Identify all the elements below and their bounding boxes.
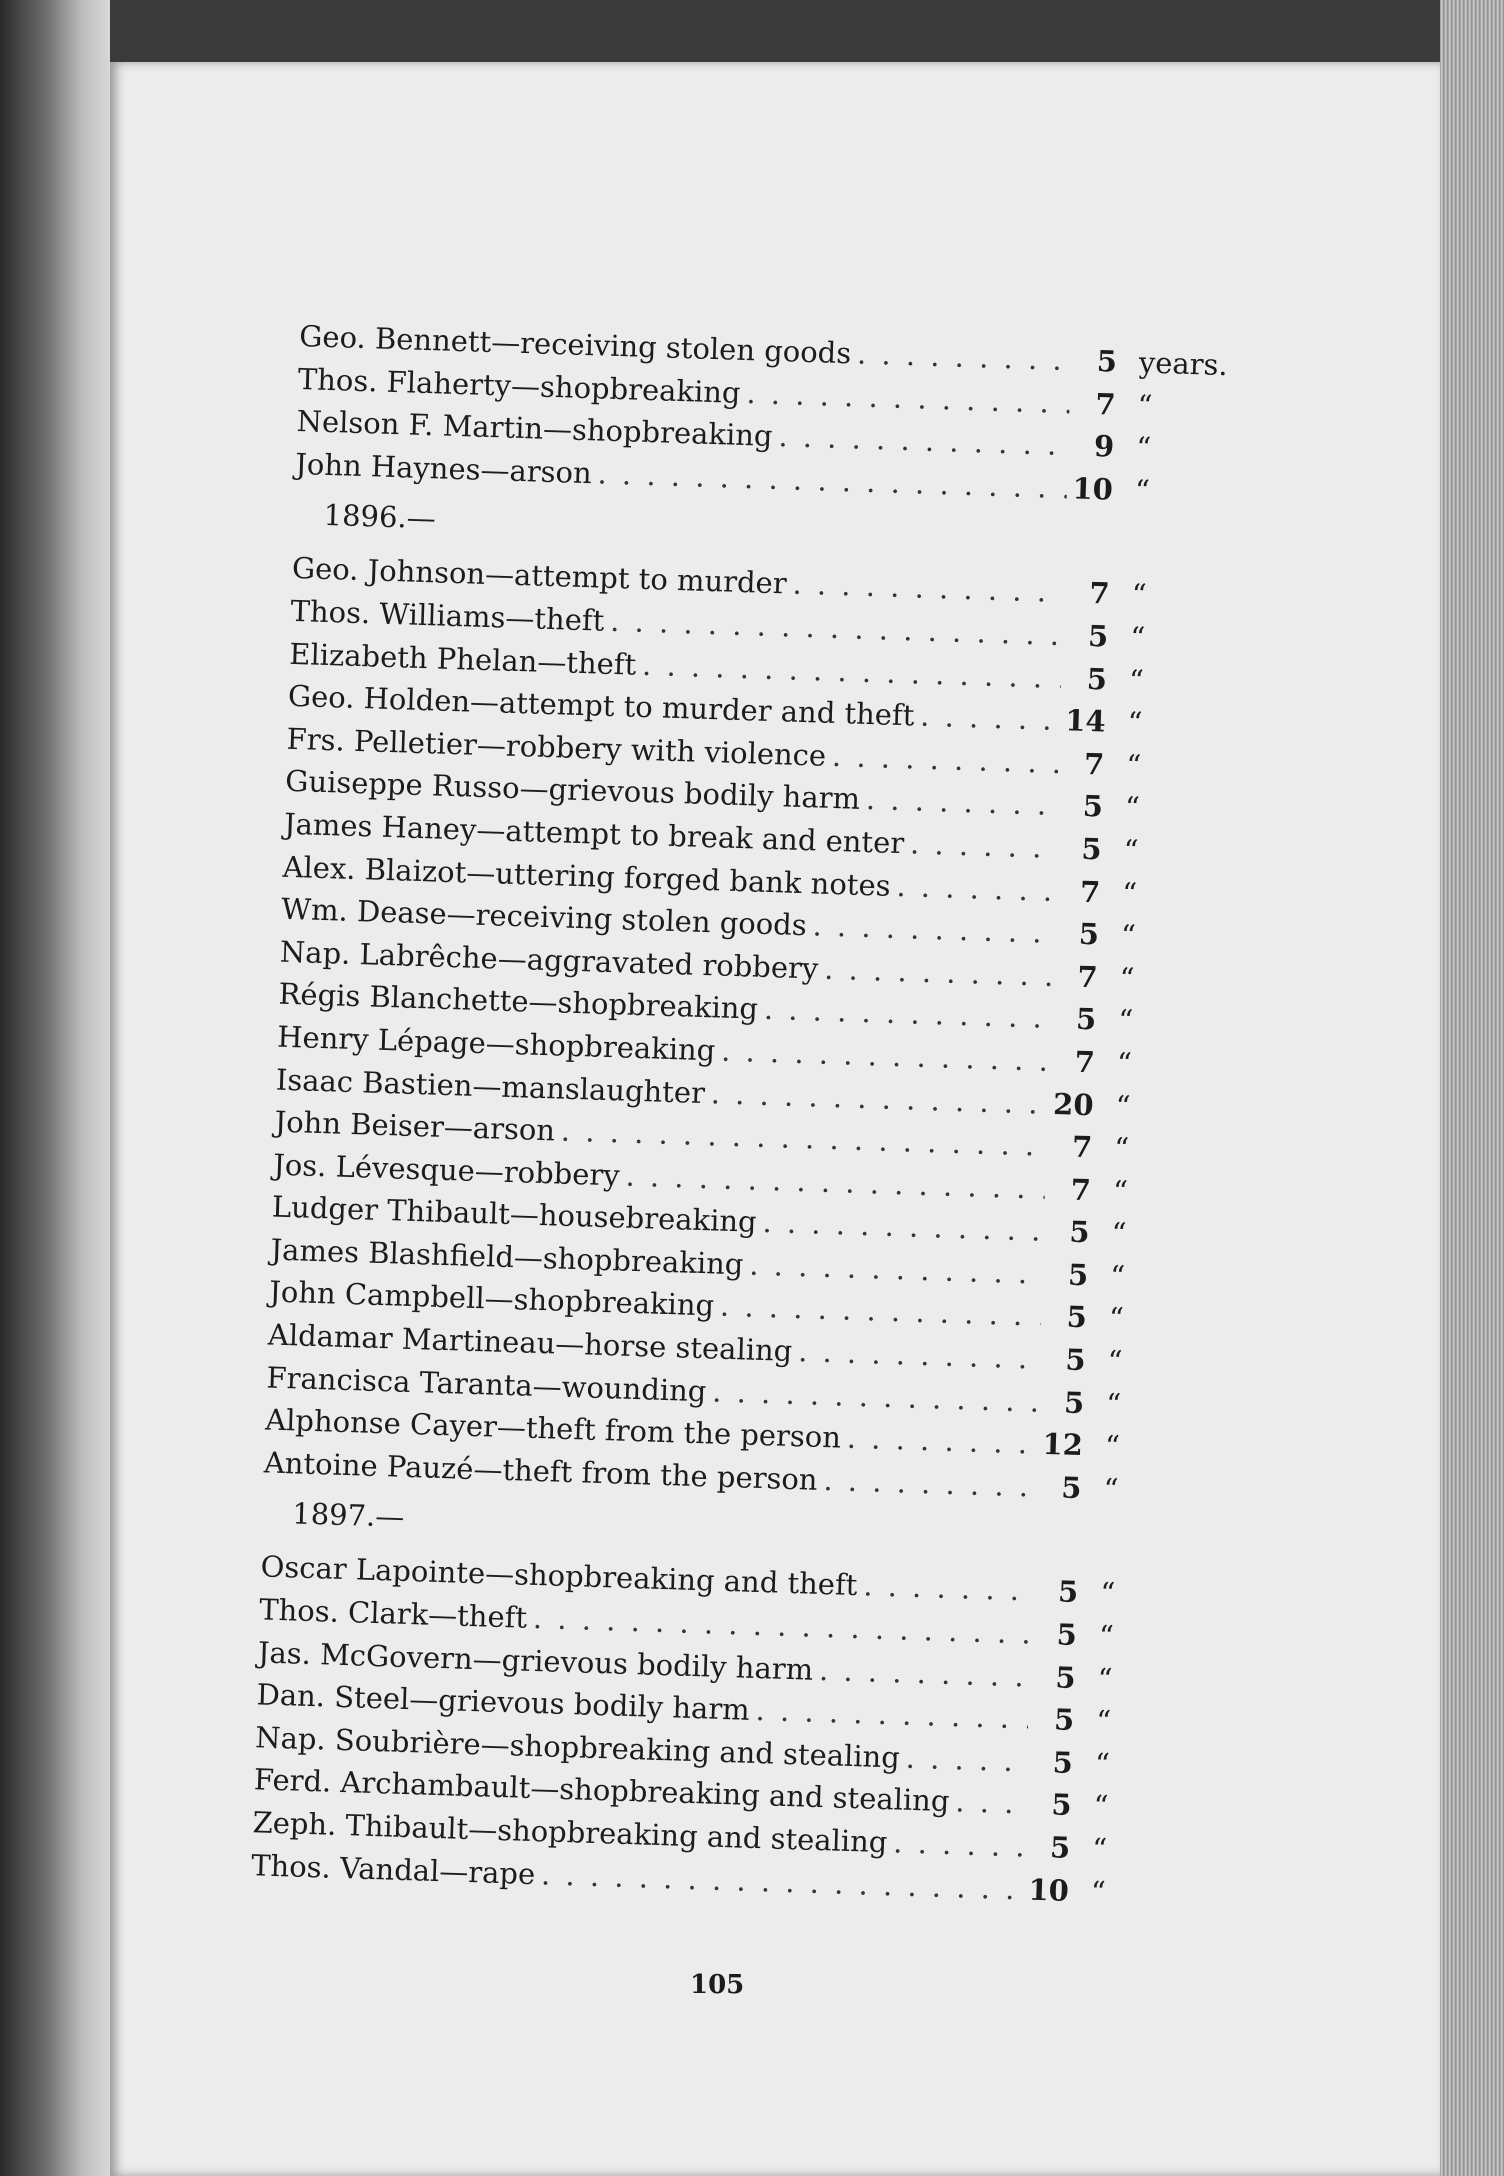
entry-name: Geo. Bennett—receiving stolen goods	[298, 318, 852, 371]
entry-unit: “	[1128, 662, 1145, 698]
entry-name: Thos. Williams—theft	[290, 593, 605, 638]
entry-name: John Beiser—arson	[274, 1104, 556, 1148]
entry-term: 20	[1052, 1086, 1095, 1122]
entry-term: 5	[1054, 1660, 1077, 1695]
entry-name: Geo. Johnson—attempt to murder	[291, 551, 788, 601]
entry-name: Thos. Vandal—rape	[250, 1847, 536, 1891]
entry-name: Wm. Dease—receiving stolen goods	[280, 891, 808, 943]
section-1897	[251, 1492, 1203, 1916]
leader-dots	[859, 778, 1057, 827]
entry-term: 14	[1064, 703, 1107, 739]
entry-name: Ludger Thibault—housebreaking	[271, 1189, 758, 1240]
leader-dots	[890, 864, 1055, 912]
entry-name: James Haney—attempt to break and enter	[283, 806, 905, 861]
entry-unit: “	[1137, 387, 1153, 423]
entry-unit: “	[1102, 1471, 1119, 1507]
leader-dots	[825, 735, 1059, 785]
leader-dots	[903, 822, 1056, 869]
entry-unit: “	[1125, 747, 1142, 783]
entry-name: Elizabeth Phelan—theft	[288, 636, 637, 682]
entry-name: Henry Lépage—shopbreaking	[276, 1019, 716, 1068]
entry-term: 5	[1086, 661, 1108, 697]
entry-term: 5	[1063, 1385, 1085, 1420]
entry-term: 7	[1076, 959, 1099, 995]
leader-dots	[914, 695, 1061, 742]
entry-unit: “	[1108, 1301, 1125, 1336]
entry-name: John Campbell—shopbreaking	[268, 1274, 715, 1323]
entry-term: 5	[1087, 618, 1109, 654]
entry-unit: “	[1113, 1131, 1130, 1166]
entry-unit: “	[1094, 1746, 1111, 1781]
entry-unit: “	[1091, 1831, 1108, 1867]
entry-unit: “	[1111, 1216, 1127, 1251]
entry-unit: “	[1090, 1874, 1107, 1909]
entry-name: Jas. McGovern—grievous bodily harm	[257, 1634, 814, 1687]
leader-dots	[857, 1565, 1033, 1613]
entry-unit: “	[1131, 577, 1147, 613]
entry-name: Ferd. Archambault—shopbreaking and stealing	[253, 1762, 951, 1819]
entry-name: Isaac Bastien—manslaughter	[275, 1062, 706, 1110]
entry-name: Dan. Steel—grievous bodily harm	[256, 1677, 751, 1728]
entry-name: Alphonse Cayer—theft from the person	[264, 1402, 842, 1455]
entry-term: 12	[1042, 1427, 1084, 1463]
entry-name: Nap. Soubrière—shopbreaking and stealing	[254, 1720, 901, 1775]
leader-dots	[899, 1736, 1027, 1783]
entry-name: Antoine Pauzé—theft from the person	[263, 1445, 819, 1497]
entry-unit: “	[1123, 833, 1139, 868]
entry-name: Frs. Pelletier—robbery with violence	[286, 721, 827, 773]
entry-unit: “	[1120, 918, 1137, 953]
entry-unit: “	[1107, 1343, 1123, 1379]
entry-term: 5	[1078, 916, 1100, 952]
entry-term: 5	[1053, 1702, 1075, 1738]
leader-dots	[840, 1417, 1037, 1466]
entry-unit: “	[1109, 1258, 1126, 1294]
entry-term: 5	[1075, 1002, 1097, 1037]
entry-term: 5	[1082, 789, 1104, 824]
entry-name: Oscar Lapointe—shopbreaking and theft	[260, 1549, 858, 1603]
entry-term: 5	[1052, 1745, 1074, 1780]
entry-term: 7	[1070, 1172, 1092, 1207]
entry-unit: “	[1134, 473, 1151, 508]
entry-term: 5	[1066, 1300, 1088, 1335]
entry-term: 5	[1050, 1787, 1073, 1823]
entry-term: 7	[1088, 576, 1111, 611]
entry-term: 9	[1093, 429, 1115, 464]
entry-unit: “	[1124, 790, 1141, 825]
entry-name: Guiseppe Russo—grievous bodily harm	[284, 764, 861, 817]
year-heading: 1897.—	[291, 1496, 405, 1535]
entry-unit: “	[1098, 1618, 1115, 1654]
entry-name: Aldamar Martineau—horse stealing	[267, 1317, 793, 1369]
entry-unit: “	[1112, 1173, 1129, 1209]
entry-name: Nap. Labrêche—aggravated robbery	[279, 934, 819, 986]
entry-name: Geo. Holden—attempt to murder and theft	[287, 678, 915, 733]
entry-term: 7	[1083, 746, 1105, 782]
entry-name: Thos. Flaherty—shopbreaking	[297, 361, 742, 410]
entry-unit: “	[1105, 1386, 1122, 1421]
entry-name: James Blashfield—shopbreaking	[270, 1232, 744, 1282]
entry-name: Francisca Taranta—wounding	[266, 1360, 707, 1408]
entry-term: 5	[1096, 344, 1118, 379]
entry-unit: “	[1115, 1088, 1131, 1123]
entry-unit: “	[1099, 1576, 1116, 1611]
page-number: 105	[690, 1970, 745, 2000]
leader-dots	[817, 1459, 1036, 1508]
leader-dots	[812, 1648, 1030, 1697]
entry-term: 10	[1072, 471, 1114, 507]
entry-name: Nelson F. Martin—shopbreaking	[296, 404, 774, 454]
entry-unit: “	[1117, 1003, 1134, 1038]
entry-unit: “	[1119, 960, 1135, 996]
entry-term: 5	[1049, 1830, 1071, 1865]
entry-name: John Haynes—arson	[294, 446, 593, 491]
entry-unit: “	[1116, 1045, 1133, 1081]
entry-unit: “	[1127, 705, 1143, 740]
entry-term: 7	[1079, 874, 1101, 909]
entry-term: 5	[1056, 1617, 1078, 1653]
leader-dots	[818, 947, 1053, 997]
entry-unit: “	[1104, 1429, 1121, 1464]
page-edge	[1440, 0, 1504, 2176]
entry-term: 7	[1094, 386, 1117, 422]
entry-unit: “	[1093, 1789, 1109, 1824]
entry-term: 5	[1068, 1214, 1091, 1250]
entry-term: 5	[1064, 1342, 1087, 1378]
entry-name: Régis Blanchette—shopbreaking	[278, 976, 759, 1027]
entry-term: 5	[1057, 1574, 1079, 1610]
entry-unit: “	[1095, 1703, 1112, 1739]
year-heading: 1896.—	[323, 498, 437, 536]
entry-name: Zeph. Thibault—shopbreaking and stealing	[252, 1805, 888, 1860]
section-1896	[263, 493, 1234, 1513]
entry-term: 5	[1080, 831, 1103, 867]
entry-term: 5	[1060, 1470, 1083, 1505]
leader-dots	[949, 1781, 1026, 1826]
entry-name: Alex. Blaizot—uttering forged bank notes	[282, 849, 892, 903]
entry-term: 5	[1067, 1257, 1089, 1293]
entry-name: Jos. Lévesque—robbery	[272, 1147, 621, 1193]
section-continued	[295, 315, 1240, 515]
sentence-list	[251, 315, 1240, 1916]
entry-unit: “	[1097, 1661, 1113, 1696]
leader-dots	[887, 1821, 1025, 1868]
book-gutter	[0, 0, 110, 2176]
entry-term: 7	[1071, 1129, 1093, 1165]
entry-unit: “	[1121, 875, 1138, 911]
entry-term: 7	[1074, 1044, 1096, 1080]
entry-unit: years.	[1138, 345, 1229, 383]
entry-term: 10	[1028, 1872, 1070, 1908]
entry-name: Thos. Clark—theft	[258, 1592, 528, 1635]
entry-unit: “	[1135, 430, 1152, 465]
leader-dots	[850, 332, 1071, 381]
entry-unit: “	[1129, 620, 1146, 655]
